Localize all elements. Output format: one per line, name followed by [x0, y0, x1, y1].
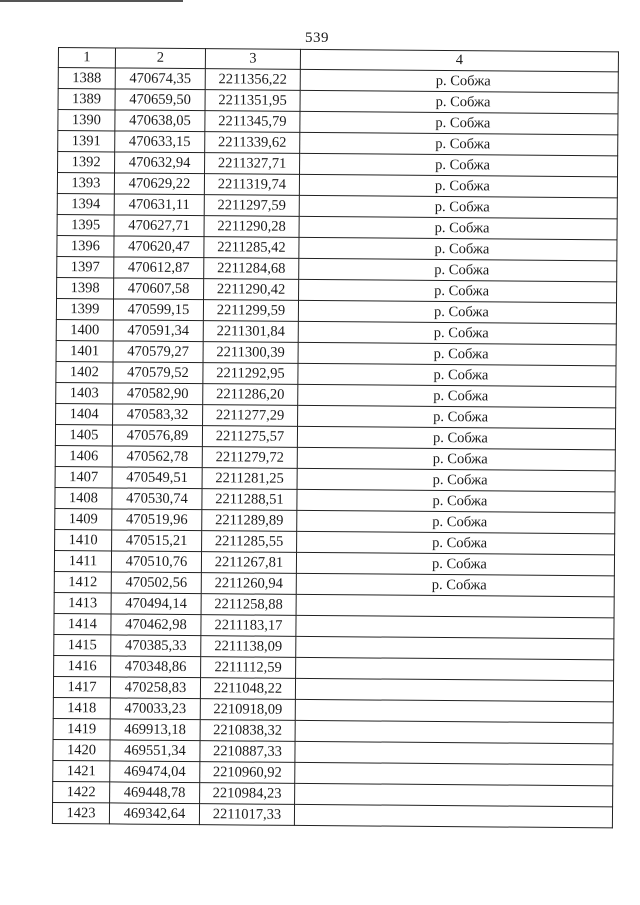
- y-coordinate-cell: 2211285,42: [204, 237, 299, 259]
- x-coordinate-cell: 470612,87: [114, 257, 204, 279]
- point-number-cell: 1404: [56, 403, 113, 424]
- x-coordinate-cell: 470633,15: [115, 131, 205, 153]
- point-number-cell: 1402: [56, 361, 113, 382]
- x-coordinate-cell: 470579,52: [113, 362, 203, 384]
- y-coordinate-cell: 2210838,32: [200, 720, 295, 742]
- description-cell: р. Собжа: [300, 90, 618, 113]
- y-coordinate-cell: 2211292,95: [203, 363, 298, 385]
- x-coordinate-cell: 470385,33: [111, 635, 201, 657]
- description-cell: р. Собжа: [297, 510, 615, 533]
- point-number-cell: 1418: [53, 697, 110, 718]
- description-cell: р. Собжа: [298, 300, 616, 323]
- description-cell: р. Собжа: [300, 69, 618, 92]
- x-coordinate-cell: 470599,15: [113, 299, 203, 321]
- description-cell: [296, 636, 614, 659]
- description-cell: р. Собжа: [299, 195, 617, 218]
- description-cell: р. Собжа: [297, 468, 615, 491]
- x-coordinate-cell: 470607,58: [114, 278, 204, 300]
- point-number-cell: 1413: [54, 592, 111, 613]
- point-number-cell: 1396: [57, 235, 114, 256]
- y-coordinate-cell: 2211339,62: [205, 132, 300, 154]
- y-coordinate-cell: 2211290,42: [204, 279, 299, 301]
- y-coordinate-cell: 2211356,22: [205, 69, 300, 91]
- y-coordinate-cell: 2211284,68: [204, 258, 299, 280]
- table-body: [52, 68, 618, 828]
- y-coordinate-cell: 2211258,88: [201, 594, 296, 616]
- description-cell: р. Собжа: [299, 174, 617, 197]
- x-coordinate-cell: 470591,34: [113, 320, 203, 342]
- y-coordinate-cell: 2210984,23: [200, 783, 295, 805]
- x-coordinate-cell: 470519,96: [112, 509, 202, 531]
- x-coordinate-cell: 469342,64: [109, 803, 199, 825]
- y-coordinate-cell: 2211285,55: [202, 531, 297, 553]
- point-number-cell: 1394: [57, 193, 114, 214]
- description-cell: р. Собжа: [298, 363, 616, 386]
- y-coordinate-cell: 2210918,09: [200, 699, 295, 721]
- y-coordinate-cell: 2211017,33: [199, 804, 294, 826]
- y-coordinate-cell: 2211327,71: [205, 153, 300, 175]
- x-coordinate-cell: 470631,11: [114, 194, 204, 216]
- point-number-cell: 1415: [54, 634, 111, 655]
- point-number-cell: 1407: [55, 466, 112, 487]
- x-coordinate-cell: 470579,27: [113, 341, 203, 363]
- y-coordinate-cell: 2211138,09: [201, 636, 296, 658]
- point-number-cell: 1390: [58, 110, 115, 131]
- coordinates-table: [52, 47, 619, 828]
- description-cell: [295, 783, 613, 806]
- y-coordinate-cell: 2211286,20: [203, 384, 298, 406]
- point-number-cell: 1409: [55, 508, 112, 529]
- description-cell: [295, 762, 613, 785]
- point-number-cell: 1400: [56, 319, 113, 340]
- point-number-cell: 1412: [54, 571, 111, 592]
- description-cell: р. Собжа: [297, 426, 615, 449]
- description-cell: р. Собжа: [299, 258, 617, 281]
- y-coordinate-cell: 2210960,92: [200, 762, 295, 784]
- y-coordinate-cell: 2211183,17: [201, 615, 296, 637]
- point-number-cell: 1417: [53, 676, 110, 697]
- y-coordinate-cell: 2211267,81: [201, 552, 296, 574]
- x-coordinate-cell: 470674,35: [115, 68, 205, 90]
- point-number-cell: 1411: [54, 550, 111, 571]
- description-cell: р. Собжа: [299, 279, 617, 302]
- x-coordinate-cell: 470627,71: [114, 215, 204, 237]
- x-coordinate-cell: 470494,14: [111, 593, 201, 615]
- point-number-cell: 1420: [53, 739, 110, 760]
- description-cell: р. Собжа: [299, 216, 617, 239]
- point-number-cell: 1406: [55, 445, 112, 466]
- description-cell: р. Собжа: [297, 447, 615, 470]
- y-coordinate-cell: 2211281,25: [202, 468, 297, 490]
- point-number-cell: 1388: [58, 68, 115, 89]
- description-cell: [295, 699, 613, 722]
- x-coordinate-cell: 470629,22: [114, 173, 204, 195]
- point-number-cell: 1416: [54, 655, 111, 676]
- x-coordinate-cell: 470462,98: [111, 614, 201, 636]
- point-number-cell: 1393: [57, 173, 114, 194]
- y-coordinate-cell: 2211277,29: [203, 405, 298, 427]
- x-coordinate-cell: 470620,47: [114, 236, 204, 258]
- x-coordinate-cell: 469551,34: [110, 740, 200, 762]
- description-cell: р. Собжа: [297, 531, 615, 554]
- y-coordinate-cell: 2211048,22: [200, 678, 295, 700]
- column-header-2: 2: [115, 48, 205, 69]
- point-number-cell: 1405: [55, 424, 112, 445]
- description-cell: [295, 741, 613, 764]
- x-coordinate-cell: 470632,94: [115, 152, 205, 174]
- y-coordinate-cell: 2211299,59: [203, 300, 298, 322]
- y-coordinate-cell: 2211290,28: [204, 216, 299, 238]
- y-coordinate-cell: 2211275,57: [202, 426, 297, 448]
- y-coordinate-cell: 2211351,95: [205, 90, 300, 112]
- description-cell: р. Собжа: [300, 153, 618, 176]
- column-header-3: 3: [205, 49, 300, 70]
- y-coordinate-cell: 2211279,72: [202, 447, 297, 469]
- point-number-cell: 1410: [55, 529, 112, 550]
- table-row: [52, 802, 612, 827]
- x-coordinate-cell: 470576,89: [112, 425, 202, 447]
- x-coordinate-cell: 469474,04: [110, 761, 200, 783]
- y-coordinate-cell: 2211260,94: [201, 573, 296, 595]
- y-coordinate-cell: 2211301,84: [203, 321, 298, 343]
- point-number-cell: 1392: [58, 152, 115, 173]
- description-cell: р. Собжа: [298, 342, 616, 365]
- description-cell: р. Собжа: [297, 489, 615, 512]
- column-header-1: 1: [58, 48, 115, 68]
- x-coordinate-cell: 470659,50: [115, 89, 205, 111]
- point-number-cell: 1391: [58, 131, 115, 152]
- point-number-cell: 1408: [55, 487, 112, 508]
- x-coordinate-cell: 470033,23: [110, 698, 200, 720]
- x-coordinate-cell: 469448,78: [110, 782, 200, 804]
- y-coordinate-cell: 2211300,39: [203, 342, 298, 364]
- point-number-cell: 1399: [56, 298, 113, 319]
- x-coordinate-cell: 470549,51: [112, 467, 202, 489]
- x-coordinate-cell: 470502,56: [111, 572, 201, 594]
- top-edge-rule: [0, 0, 183, 2]
- description-cell: р. Собжа: [298, 405, 616, 428]
- description-cell: [296, 615, 614, 638]
- point-number-cell: 1395: [57, 214, 114, 235]
- description-cell: р. Собжа: [296, 552, 614, 575]
- y-coordinate-cell: 2211345,79: [205, 111, 300, 133]
- x-coordinate-cell: 470515,21: [112, 530, 202, 552]
- x-coordinate-cell: 470348,86: [111, 656, 201, 678]
- description-cell: [295, 678, 613, 701]
- description-cell: р. Собжа: [296, 573, 614, 596]
- point-number-cell: 1421: [53, 760, 110, 781]
- point-number-cell: 1422: [53, 781, 110, 802]
- point-number-cell: 1403: [56, 382, 113, 403]
- x-coordinate-cell: 470582,90: [113, 383, 203, 405]
- page-number: 539: [305, 30, 329, 46]
- point-number-cell: 1389: [58, 89, 115, 110]
- point-number-cell: 1423: [52, 802, 109, 823]
- point-number-cell: 1414: [54, 613, 111, 634]
- description-cell: [295, 720, 613, 743]
- x-coordinate-cell: 469913,18: [110, 719, 200, 741]
- x-coordinate-cell: 470258,83: [110, 677, 200, 699]
- x-coordinate-cell: 470562,78: [112, 446, 202, 468]
- description-cell: [296, 657, 614, 680]
- column-header-4: 4: [300, 49, 618, 71]
- y-coordinate-cell: 2211288,51: [202, 489, 297, 511]
- x-coordinate-cell: 470583,32: [113, 404, 203, 426]
- y-coordinate-cell: 2211297,59: [204, 195, 299, 217]
- x-coordinate-cell: 470530,74: [112, 488, 202, 510]
- point-number-cell: 1398: [57, 277, 114, 298]
- description-cell: р. Собжа: [300, 111, 618, 134]
- description-cell: р. Собжа: [298, 321, 616, 344]
- description-cell: р. Собжа: [300, 132, 618, 155]
- x-coordinate-cell: 470638,05: [115, 110, 205, 132]
- x-coordinate-cell: 470510,76: [111, 551, 201, 573]
- description-cell: р. Собжа: [299, 237, 617, 260]
- point-number-cell: 1401: [56, 340, 113, 361]
- description-cell: р. Собжа: [298, 384, 616, 407]
- description-cell: [294, 804, 612, 827]
- y-coordinate-cell: 2211289,89: [202, 510, 297, 532]
- description-cell: [296, 594, 614, 617]
- y-coordinate-cell: 2211319,74: [204, 174, 299, 196]
- y-coordinate-cell: 2210887,33: [200, 741, 295, 763]
- y-coordinate-cell: 2211112,59: [201, 657, 296, 679]
- point-number-cell: 1397: [57, 256, 114, 277]
- point-number-cell: 1419: [53, 718, 110, 739]
